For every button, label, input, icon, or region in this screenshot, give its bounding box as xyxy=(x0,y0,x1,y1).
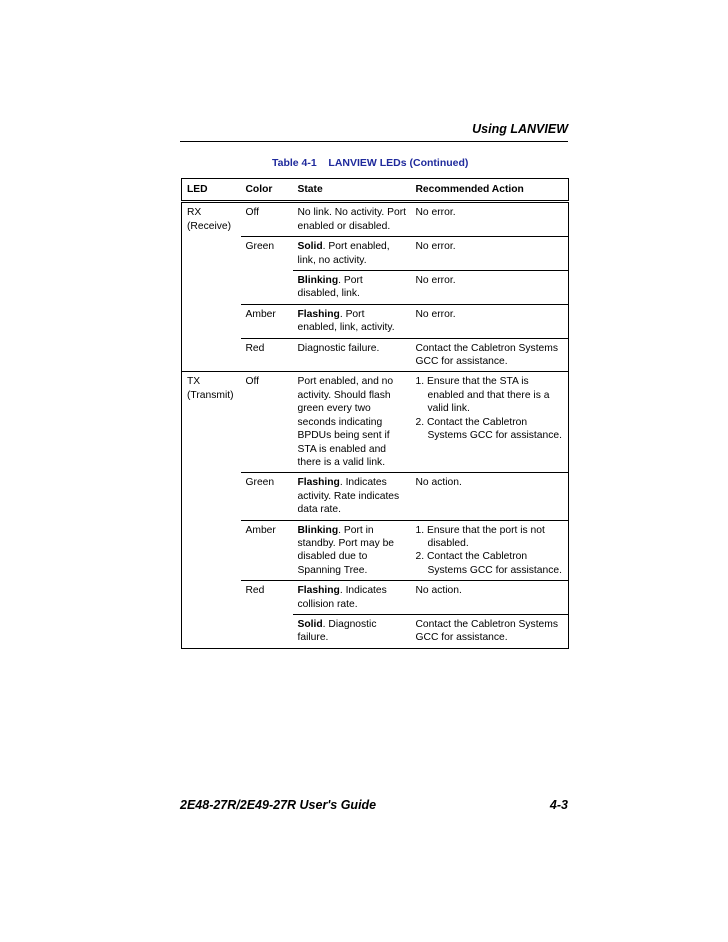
action-cell: No error. xyxy=(411,202,569,237)
header-color: Color xyxy=(241,179,293,202)
header-action: Recommended Action xyxy=(411,179,569,202)
color-cell: Red xyxy=(241,338,293,372)
state-cell: Port enabled, and no activity. Should flash green every two seconds indicating BPDUs being sent if STA is enabled and there is a valid link. xyxy=(293,372,411,473)
table-caption xyxy=(272,157,468,169)
table-row xyxy=(182,473,569,520)
state-cell: Blinking. Port in standby. Port may be disabled due to Spanning Tree. xyxy=(293,520,411,581)
action-cell: No error. xyxy=(411,237,569,271)
color-cell: Green xyxy=(241,473,293,520)
action-cell: Contact the Cabletron Systems GCC for assistance. xyxy=(411,614,569,648)
header-led: LED xyxy=(182,179,241,202)
color-cell: Amber xyxy=(241,520,293,581)
state-cell: Flashing. Port enabled, link, activity. xyxy=(293,304,411,338)
table-row xyxy=(182,581,569,615)
running-header-title: Using LANVIEW xyxy=(472,122,568,136)
header-divider xyxy=(180,141,568,142)
action-cell xyxy=(411,520,569,581)
color-cell: Amber xyxy=(241,304,293,338)
table-row xyxy=(182,202,569,237)
action-step: 2. Contact the Cabletron Systems GCC for assistance. xyxy=(415,416,562,442)
color-cell: Off xyxy=(241,202,293,237)
action-cell: No action. xyxy=(411,581,569,615)
state-cell: Flashing. Indicates activity. Rate indicates data rate. xyxy=(293,473,411,520)
color-cell: Red xyxy=(241,581,293,649)
color-cell: Green xyxy=(241,237,293,305)
action-step: 2. Contact the Cabletron Systems GCC for assistance. xyxy=(415,551,562,576)
table-row xyxy=(182,338,569,372)
state-cell: Blinking. Port disabled, link. xyxy=(293,271,411,305)
state-cell: Flashing. Indicates collision rate. xyxy=(293,581,411,615)
table-title: LANVIEW LEDs (Continued) xyxy=(328,157,469,169)
table-number: Table 4-1 xyxy=(272,157,317,169)
table-row xyxy=(182,520,569,581)
table-row xyxy=(182,304,569,338)
action-cell xyxy=(411,372,569,473)
state-cell: Solid. Port enabled, link, no activity. xyxy=(293,237,411,271)
header-state: State xyxy=(293,179,411,202)
color-cell: Off xyxy=(241,372,293,473)
led-cell-rx: RX (Receive) xyxy=(182,202,241,372)
action-cell: No error. xyxy=(411,304,569,338)
action-step: 1. Ensure that the STA is enabled and that there is a valid link. xyxy=(415,376,550,415)
table-row xyxy=(182,372,569,473)
state-cell: Diagnostic failure. xyxy=(293,338,411,372)
action-step: 1. Ensure that the port is not disabled. xyxy=(415,524,545,549)
action-cell: No error. xyxy=(411,271,569,305)
led-cell-tx: TX (Transmit) xyxy=(182,372,241,648)
footer-guide-title: 2E48-27R/2E49-27R User's Guide xyxy=(180,798,377,812)
table-row xyxy=(182,237,569,271)
action-cell: Contact the Cabletron Systems GCC for assistance. xyxy=(411,338,569,372)
footer-page-number: 4-3 xyxy=(549,798,568,812)
action-cell: No action. xyxy=(411,473,569,520)
state-cell: No link. No activity. Port enabled or disabled. xyxy=(293,202,411,237)
table-header-row xyxy=(182,179,569,202)
state-cell: Solid. Diagnostic failure. xyxy=(293,614,411,648)
lanview-leds-table xyxy=(181,178,569,649)
